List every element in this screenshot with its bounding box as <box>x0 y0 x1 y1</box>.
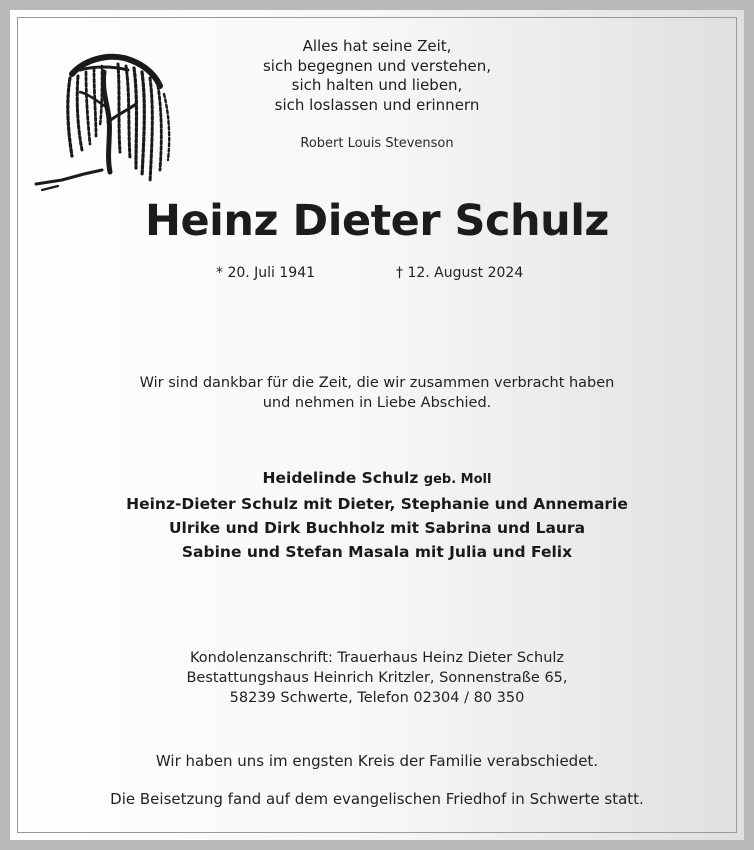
poem-author: Robert Louis Stevenson <box>300 136 454 151</box>
thanks-text <box>0 373 754 413</box>
family-line <box>0 466 754 492</box>
burial-note: Die Beisetzung fand auf dem evangelischen Friedhof in Schwerte statt. <box>110 790 644 808</box>
deceased-name: Heinz Dieter Schulz <box>145 196 609 246</box>
family-line: Sabine und Stefan Masala mit Julia und Felix <box>181 543 573 561</box>
condolence-address <box>0 648 754 708</box>
spouse-maiden-name: geb. Moll <box>423 472 492 487</box>
thanks-line: Wir sind dankbar für die Zeit, die wir zusammen verbracht haben <box>139 375 615 391</box>
thanks-line: und nehmen in Liebe Abschied. <box>262 395 492 411</box>
spouse-name: Heidelinde Schulz <box>262 469 419 487</box>
poem-line: sich loslassen und erinnern <box>274 95 480 114</box>
family-list <box>0 466 754 564</box>
poem <box>0 37 754 115</box>
poem-line: sich begegnen und verstehen, <box>262 56 492 75</box>
poem-line: Alles hat seine Zeit, <box>302 37 452 55</box>
death-date: † 12. August 2024 <box>396 265 524 281</box>
family-line: Heinz-Dieter Schulz mit Dieter, Stephanie und Annemarie <box>126 495 628 513</box>
address-line: Bestattungshaus Heinrich Kritzler, Sonnenstraße 65, <box>186 670 568 686</box>
family-line: Ulrike und Dirk Buchholz mit Sabrina und Laura <box>168 519 586 537</box>
address-line: Kondolenzanschrift: Trauerhaus Heinz Dieter Schulz <box>189 650 565 666</box>
birth-date: * 20. Juli 1941 <box>216 265 316 281</box>
poem-line: sich halten und lieben, <box>291 76 463 94</box>
farewell-note: Wir haben uns im engsten Kreis der Familie verabschiedet. <box>155 752 599 770</box>
address-line: 58239 Schwerte, Telefon 02304 / 80 350 <box>229 690 525 706</box>
